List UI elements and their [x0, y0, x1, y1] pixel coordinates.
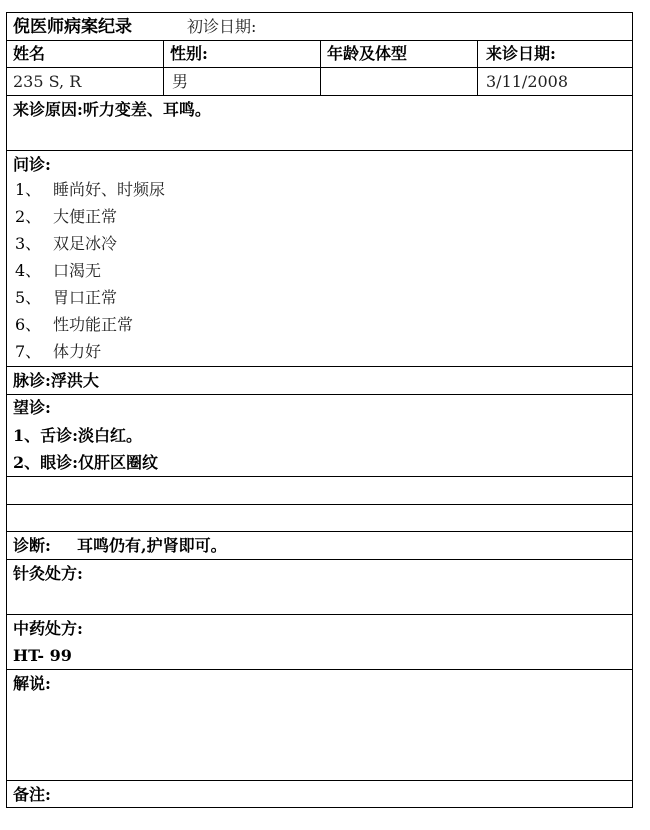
visit-reason: 来诊原因:听力变差、耳鸣。: [13, 100, 211, 119]
item-number: 2、: [15, 207, 42, 226]
item-text: 胃口正常: [53, 288, 118, 307]
pulse-row: [7, 367, 632, 395]
sex-header-cell: [164, 41, 321, 67]
item-text: 性功能正常: [53, 315, 134, 334]
sex-header: 性别:: [170, 44, 208, 63]
record-title: 倪医师病案纪录: [13, 17, 132, 37]
first-visit-date-label: 初诊日期:: [187, 17, 257, 36]
list-item: [15, 257, 165, 284]
item-text: 口渴无: [53, 261, 102, 280]
age-header-cell: [321, 41, 478, 67]
item-text: 双足冰冷: [53, 234, 118, 253]
age-value-cell: [321, 68, 478, 95]
observation-label: 望诊:: [13, 398, 51, 417]
item-number: 7、: [15, 342, 42, 361]
inquiry-list: [15, 176, 165, 365]
observation-row: [7, 395, 632, 477]
name-header-cell: [7, 41, 164, 67]
sex-value-cell: [164, 68, 321, 95]
item-text: 睡尚好、时频尿: [53, 180, 166, 199]
pulse-diagnosis: 脉诊:浮洪大: [13, 371, 99, 390]
remarks-label: 备注:: [13, 785, 51, 804]
item-number: 5、: [15, 288, 42, 307]
item-number: 3、: [15, 234, 42, 253]
item-number: 4、: [15, 261, 42, 280]
item-text: 大便正常: [53, 207, 118, 226]
acupuncture-row: [7, 560, 632, 615]
diagnosis-label: 诊断:: [13, 536, 51, 555]
herbal-row: [7, 615, 632, 670]
visit-date-header: 来诊日期:: [486, 44, 556, 63]
item-number: 1、: [15, 180, 42, 199]
info-value-row: [7, 68, 632, 96]
remarks-row: [7, 781, 632, 807]
list-item: [15, 338, 165, 365]
diagnosis-row: [7, 532, 632, 560]
visit-date-header-cell: [478, 41, 632, 67]
inquiry-label: 问诊:: [13, 155, 51, 174]
tongue-diagnosis: 1、舌诊:淡白红。: [13, 426, 143, 445]
list-item: [15, 203, 165, 230]
list-item: [15, 176, 165, 203]
eye-diagnosis: 2、眼诊:仅肝区圈纹: [13, 453, 159, 472]
title-row: [7, 13, 632, 41]
herbal-label: 中药处方:: [13, 619, 83, 638]
reason-row: [7, 96, 632, 151]
inquiry-row: [7, 151, 632, 367]
acupuncture-label: 针灸处方:: [13, 564, 83, 583]
item-text: 体力好: [53, 342, 102, 361]
herbal-formula: HT- 99: [13, 646, 72, 665]
patient-name: 235 S, R: [13, 72, 82, 91]
info-header-row: [7, 41, 632, 68]
name-header: 姓名: [13, 44, 46, 63]
list-item: [15, 311, 165, 338]
patient-sex: 男: [172, 72, 189, 91]
medical-record-form: [6, 12, 633, 808]
list-item: [15, 230, 165, 257]
list-item: [15, 284, 165, 311]
diagnosis-text: 耳鸣仍有,护肾即可。: [77, 536, 227, 555]
explanation-label: 解说:: [13, 674, 51, 693]
visit-date: 3/11/2008: [486, 72, 569, 91]
name-value-cell: [7, 68, 164, 95]
age-build-header: 年龄及体型: [327, 44, 408, 63]
item-number: 6、: [15, 315, 42, 334]
blank-row: [7, 477, 632, 505]
blank-row: [7, 505, 632, 532]
visit-date-value-cell: [478, 68, 632, 95]
explanation-row: [7, 670, 632, 781]
